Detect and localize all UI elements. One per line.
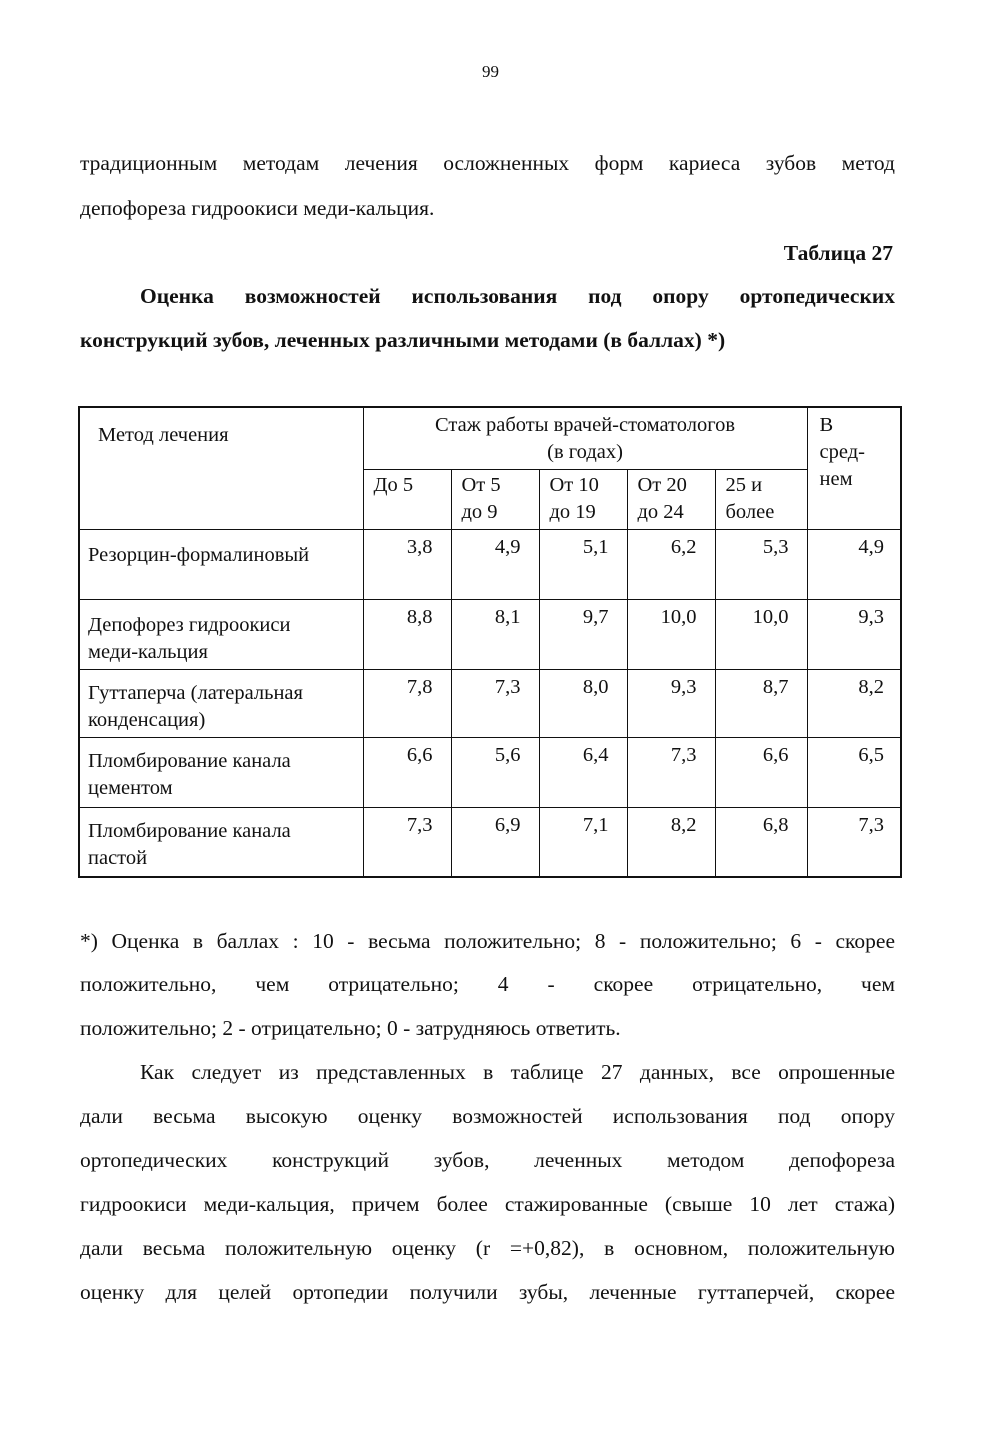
value-cell: 7,1: [539, 807, 627, 877]
method-cell: Пломбирование канала цементом: [79, 737, 363, 807]
value-cell: 7,8: [363, 669, 451, 737]
value-cell: 8,2: [627, 807, 715, 877]
method-cell: Депофорез гидроокиси меди-кальция: [79, 599, 363, 669]
value-cell: 9,3: [627, 669, 715, 737]
average-cell: 7,3: [807, 807, 901, 877]
value-cell: 6,6: [363, 737, 451, 807]
method-cell: Пломбирование канала пастой: [79, 807, 363, 877]
header-average-line-3: нем: [819, 468, 853, 490]
value-cell: 10,0: [715, 599, 807, 669]
method-cell: Резорцин-формалиновый: [79, 529, 363, 599]
value-cell: 8,0: [539, 669, 627, 737]
paragraph-line-1: Как следует из представленных в таблице 27 данных, все опрошенные: [140, 1060, 895, 1084]
footnote-line-1: *) Оценка в баллах : 10 - весьма положительно; 8 - положительно; 6 - скорее: [80, 929, 895, 953]
value-cell: 8,8: [363, 599, 451, 669]
intro-line-2: депофореза гидроокиси меди-кальция.: [80, 196, 435, 220]
header-stazh-line-2: (в годах): [547, 441, 623, 463]
average-cell: 4,9: [807, 529, 901, 599]
value-cell: 10,0: [627, 599, 715, 669]
col-header-2: От 5 до 9: [451, 469, 539, 529]
table-label: Таблица 27: [783, 241, 893, 265]
value-cell: 6,2: [627, 529, 715, 599]
header-method: Метод лечения: [79, 407, 363, 529]
header-average-line-1: В: [819, 414, 834, 436]
value-cell: 5,6: [451, 737, 539, 807]
average-cell: 6,5: [807, 737, 901, 807]
table-row: [79, 599, 901, 669]
col-header-4: От 20 до 24: [627, 469, 715, 529]
paragraph-line-5: дали весьма положительную оценку (r =+0,82), в основном, положительную: [80, 1236, 895, 1260]
col-header-5: 25 и более: [715, 469, 807, 529]
table-row: [79, 737, 901, 807]
paragraph-line-2: дали весьма высокую оценку возможностей использования под опору: [80, 1104, 895, 1128]
col-header-1: До 5: [363, 469, 451, 529]
average-cell: 8,2: [807, 669, 901, 737]
paragraph-line-3: ортопедических конструкций зубов, леченных методом депофореза: [80, 1148, 895, 1172]
paragraph-line-6: оценку для целей ортопедии получили зубы, леченные гуттаперчей, скорее: [80, 1280, 895, 1304]
table-row: [79, 669, 901, 737]
header-stazh: [363, 407, 807, 469]
table-row: [79, 529, 901, 599]
value-cell: 7,3: [627, 737, 715, 807]
average-cell: 9,3: [807, 599, 901, 669]
page-number: 99: [482, 62, 499, 81]
header-average: [807, 407, 901, 529]
value-cell: 3,8: [363, 529, 451, 599]
scores-table: [78, 406, 902, 878]
value-cell: 7,3: [363, 807, 451, 877]
value-cell: 5,1: [539, 529, 627, 599]
method-cell: Гуттаперча (латеральная конденсация): [79, 669, 363, 737]
table-row: [79, 807, 901, 877]
value-cell: 5,3: [715, 529, 807, 599]
paragraph-line-4: гидроокиси меди-кальция, причем более стажированные (свыше 10 лет стажа): [80, 1192, 895, 1216]
intro-line-1: традиционным методам лечения осложненных форм кариеса зубов метод: [80, 151, 895, 175]
header-stazh-line-1: Стаж работы врачей-стоматологов: [434, 414, 736, 436]
value-cell: 9,7: [539, 599, 627, 669]
table-title-line-1: Оценка возможностей использования под опору ортопедических: [140, 284, 895, 308]
value-cell: 4,9: [451, 529, 539, 599]
value-cell: 6,6: [715, 737, 807, 807]
header-average-line-2: сред-: [819, 441, 865, 463]
table-title-line-2: конструкций зубов, леченных различными методами (в баллах) *): [80, 328, 726, 352]
value-cell: 6,9: [451, 807, 539, 877]
value-cell: 6,8: [715, 807, 807, 877]
value-cell: 6,4: [539, 737, 627, 807]
value-cell: 7,3: [451, 669, 539, 737]
footnote-line-2: положительно, чем отрицательно; 4 - скорее отрицательно, чем: [80, 972, 895, 996]
footnote-line-3: положительно; 2 - отрицательно; 0 - затрудняюсь ответить.: [80, 1016, 621, 1040]
header-row-1: [79, 407, 901, 469]
value-cell: 8,7: [715, 669, 807, 737]
col-header-3: От 10 до 19: [539, 469, 627, 529]
value-cell: 8,1: [451, 599, 539, 669]
